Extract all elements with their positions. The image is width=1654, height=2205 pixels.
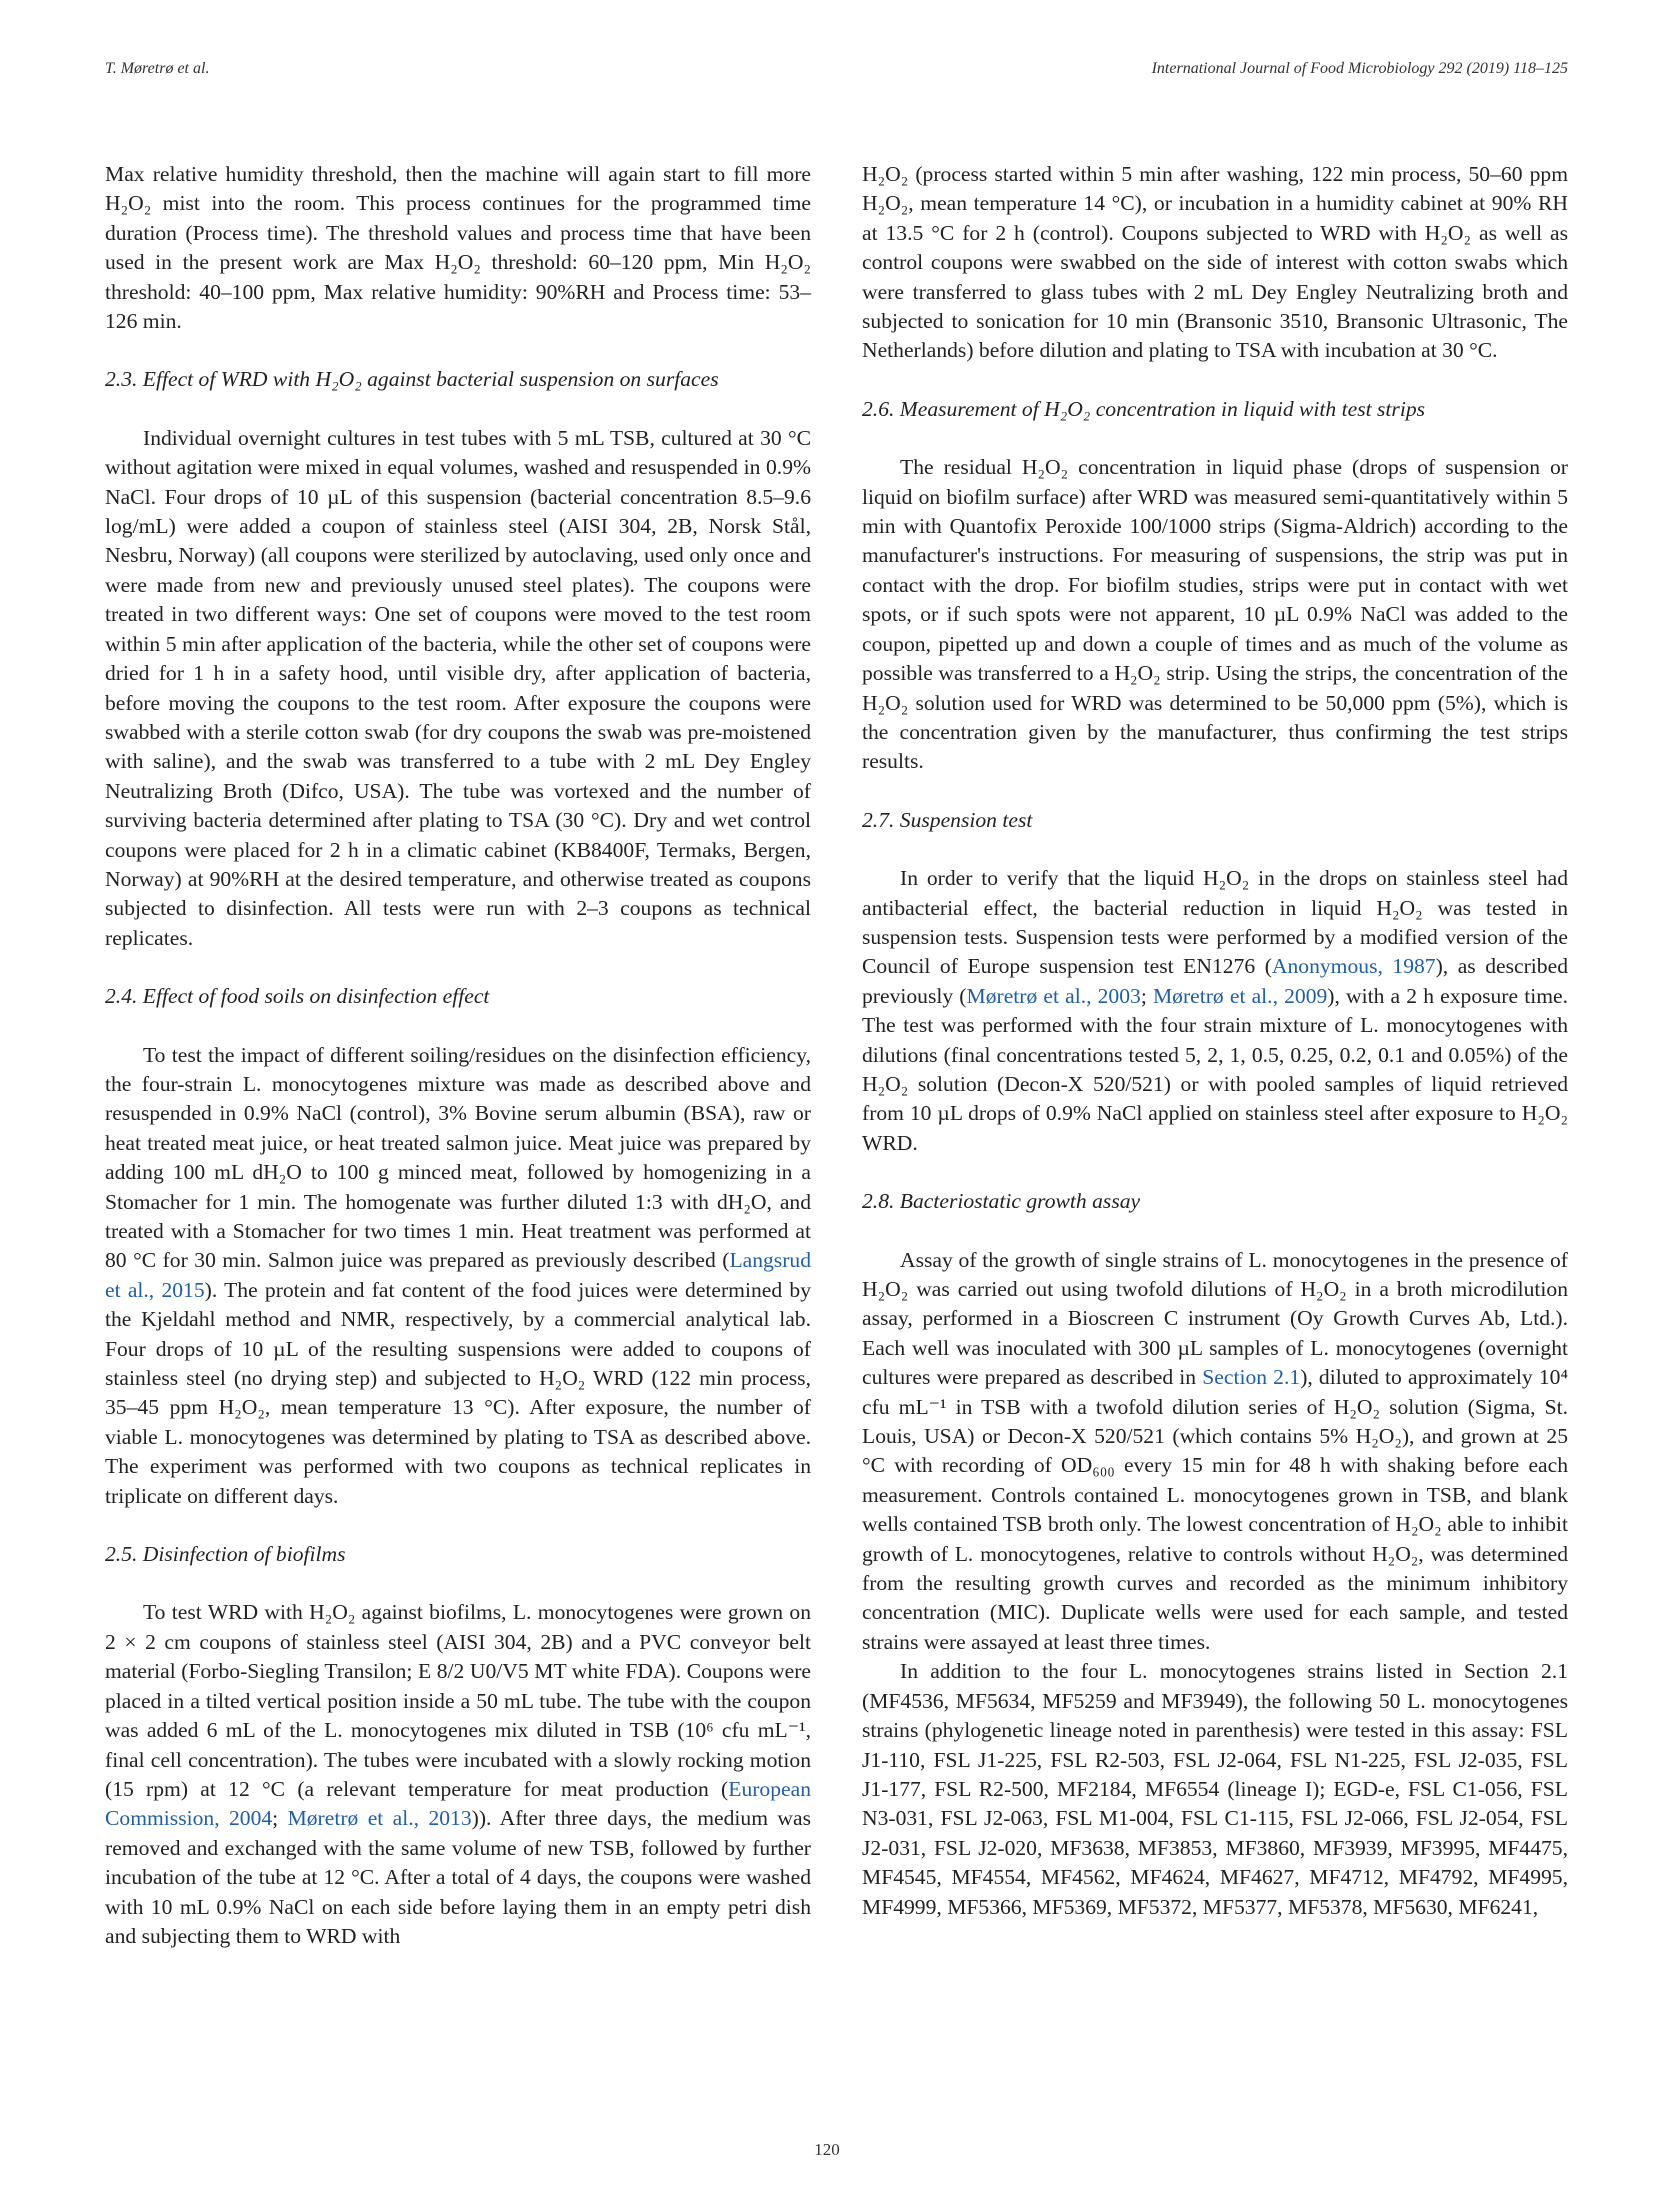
paragraph-2-4-text-a: To test the impact of different soiling/residues on the disinfection efficiency, the four-strain L. monocytogenes mixture was made as described above and resuspended in 0.9% NaCl (control), 3% Bovine serum albumin (BSA), raw or heat treated meat juice, or heat treated salmon juice. Meat juice was prepared by adding 100 mL dH₂O to 100 g minced meat, followed by homogenizing in a Stomacher for 1 min. The homogenate was further diluted 1:3 with dH₂O, and treated with a Stomacher for two times 1 min. Heat treatment was performed at 80 °C for 30 min. Salmon juice was prepared as previously described ( [105,1042,811,1273]
section-heading-2-8: 2.8. Bacteriostatic growth assay [862,1189,1141,1214]
reference-link-moretro-2013[interactable]: Møretrø et al., 2013 [287,1806,472,1831]
paragraph-intro: Max relative humidity threshold, then the machine will again start to fill more H₂O₂ mist into the room. This process continues for the programmed time duration (Process time). The threshold values and process time that have been used in the present work are Max H₂O₂ threshold: 60–120 ppm, Min H₂O₂ threshold: 40–100 ppm, Max relative humidity: 90%RH and Process time: 53–126 min. [105,162,811,334]
paragraph-2-6: The residual H₂O₂ concentration in liquid phase (drops of suspension or liquid on biofilm surface) after WRD was measured semi-quantitatively within 5 min with Quantofix Peroxide 100/1000 strips (Sigma-Aldrich) according to the manufacturer's instructions. For measuring of suspensions, the strip was put in contact with the drop. For biofilm studies, strips were put in contact with wet spots, or if such spots were not apparent, 10 µL 0.9% NaCl was added to the coupon, pipetted up and down a couple of times and as much of the volume as possible was transferred to a H₂O₂ strip. Using the strips, the concentration of the H₂O₂ solution used for WRD was determined to be 50,000 ppm (5%), which is the concentration given by the manufacturer, thus confirming the test strips results. [862,455,1568,774]
reference-link-langsrud-2015[interactable]: Langsrud et al., 2015 [105,1248,811,1302]
left-column [105,160,811,1951]
paragraph-2-4-text-b: ). The protein and fat content of the food juices were determined by the Kjeldahl method and NMR, respectively, by a commercial analytical lab. Four drops of 10 µL of the resulting suspensions were added to coupons of stainless steel (no drying step) and subjected to H₂O₂ WRD (122 min process, 35–45 ppm H₂O₂, mean temperature 13 °C). After exposure, the number of viable L. monocytogenes was determined by plating to TSA as described above. The experiment was performed with two coupons as technical replicates in triplicate on different days. [105,1277,811,1508]
reference-link-section-2-1[interactable]: Section 2.1 [1202,1365,1301,1390]
paragraph-2-7-text-b: ), as described previously ( [862,954,1568,1008]
section-heading-2-7: 2.7. Suspension test [862,807,1033,832]
paragraph-2-8-a [862,1246,1568,1658]
paragraph-2-4 [105,1041,811,1512]
running-header-authors: T. Møretrø et al. [105,60,210,77]
paragraph-2-5 [105,1598,811,1951]
paragraph-2-8-text-b: ), diluted to approximately 10⁴ cfu mL⁻¹ in TSB with a twofold dilution series of H₂O₂ solution (Sigma, St. Louis, USA) or Decon-X 520/521 (which contains 5% H₂O₂), and grown at 25 °C with recording of OD₆₀₀ every 15 min for 48 h with shaking before each measurement. Controls contained L. monocytogenes grown in TSB, and blank wells contained TSB broth only. The lowest concentration of H₂O₂ able to inhibit growth of L. monocytogenes, relative to controls without H₂O₂, was determined from the resulting growth curves and recorded as the minimum inhibitory concentration (MIC). Duplicate wells were used for each sample, and tested strains were assayed at least three times. [862,1365,1568,1654]
reference-link-anonymous-1987[interactable]: Anonymous, 1987 [1271,954,1436,979]
section-heading-2-5: 2.5. Disinfection of biofilms [105,1542,346,1567]
section-heading-2-6: 2.6. Measurement of H₂O₂ concentration in liquid with test strips [862,396,1426,421]
reference-link-european-commission-2004[interactable]: European Commission, 2004 [105,1776,811,1831]
paragraph-2-7-text-a: In order to verify that the liquid H₂O₂ in the drops on stainless steel had antibacterial effect, the bacterial reduction in liquid H₂O₂ was tested in suspension tests. Suspension tests were performed by a modified version of the Council of Europe suspension test EN1276 ( [862,866,1568,979]
citation-separator: ; [1140,983,1153,1008]
running-header-journal: International Journal of Food Microbiology 292 (2019) 118–125 [1151,60,1568,77]
section-heading-2-4: 2.4. Effect of food soils on disinfection effect [105,984,490,1009]
paragraph-2-5-continued: H₂O₂ (process started within 5 min after washing, 122 min process, 50–60 ppm H₂O₂, mean temperature 14 °C), or incubation in a humidity cabinet at 90% RH at 13.5 °C for 2 h (control). Coupons subjected to WRD with H₂O₂ as well as control coupons were swabbed on the side of interest with cotton swabs which were transferred to glass tubes with 2 mL Dey Engley Neutralizing broth and subjected to sonication for 10 min (Bransonic 3510, Bransonic Ultrasonic, The Netherlands) before dilution and plating to TSA with incubation at 30 °C. [862,162,1568,363]
paragraph-2-5-text-a: To test WRD with H₂O₂ against biofilms, L. monocytogenes were grown on 2 × 2 cm coupons of stainless steel (AISI 304, 2B) and a PVC conveyor belt material (Forbo-Siegling Transilon; E 8/2 U0/V5 MT white FDA). Coupons were placed in a tilted vertical position inside a 50 mL tube. The tube with the coupon was added 6 mL of the L. monocytogenes mix diluted in TSB (10⁶ cfu mL⁻¹, final cell concentration). The tubes were incubated with a slowly rocking motion (15 rpm) at 12 °C (a relevant temperature for meat production ( [105,1600,811,1801]
paragraph-2-7-text-c: ), with a 2 h exposure time. The test was performed with the four strain mixture of L. monocytogenes with dilutions (final concentrations tested 5, 2, 1, 0.5, 0.25, 0.2, 0.1 and 0.05%) of the H₂O₂ solution (Decon-X 520/521) or with pooled samples of liquid retrieved from 10 µL drops of 0.9% NaCl applied on stainless steel after exposure to H₂O₂ WRD. [862,983,1568,1155]
section-heading-2-3: 2.3. Effect of WRD with H₂O₂ against bacterial suspension on surfaces [105,367,719,392]
reference-link-moretro-2009[interactable]: Møretrø et al., 2009 [1152,983,1328,1008]
paragraph-2-8-text-a: Assay of the growth of single strains of L. monocytogenes in the presence of H₂O₂ was carried out using twofold dilutions of H₂O₂ in a broth microdilution assay, performed in a Bioscreen C instrument (Oy Growth Curves Ab, Ltd.). Each well was inoculated with 300 µL samples of L. monocytogenes (overnight cultures were prepared as described in [862,1247,1568,1390]
paragraph-2-3: Individual overnight cultures in test tubes with 5 mL TSB, cultured at 30 °C without agitation were mixed in equal volumes, washed and resuspended in 0.9% NaCl. Four drops of 10 µL of this suspension (bacterial concentration 8.5–9.6 log/mL) were added a coupon of stainless steel (AISI 304, 2B, Norsk Stål, Nesbru, Norway) (all coupons were sterilized by autoclaving, used only once and were made from new and previously unused steel plates). The coupons were treated in two different ways: One set of coupons were moved to the test room within 5 min after application of the bacteria, while the other set of coupons were dried for 1 h in a safety hood, until visible dry, after application of bacteria, before moving the coupons to the test room. After exposure the coupons were swabbed with a sterile cotton swab (for dry coupons the swab was pre-moistened with saline), and the swab was transferred to a tube with 2 mL Dey Engley Neutralizing Broth (Difco, USA). The tube was vortexed and the number of surviving bacteria determined after plating to TSA (30 °C). Dry and wet control coupons were placed for 2 h in a climatic cabinet (KB8400F, Termaks, Bergen, Norway) at 90%RH at the desired temperature, and otherwise treated as coupons subjected to disinfection. All tests were run with 2–3 coupons as technical replicates. [105,425,811,950]
right-column [862,160,1568,1922]
reference-link-moretro-2003[interactable]: Møretrø et al., 2003 [966,983,1141,1008]
paragraph-2-5-text-b: )). After three days, the medium was removed and exchanged with the same volume of new TSB, followed by further incubation of the tube at 12 °C. After a total of 4 days, the coupons were washed with 10 mL 0.9% NaCl on each side before laying them in an empty petri dish and subjecting them to WRD with [105,1806,811,1948]
citation-separator: ; [272,1806,288,1831]
paragraph-2-8-b: In addition to the four L. monocytogenes strains listed in Section 2.1 (MF4536, MF5634, MF5259 and MF3949), the following 50 L. monocytogenes strains (phylogenetic lineage noted in parenthesis) were tested in this assay: FSL J1-110, FSL J1-225, FSL R2-503, FSL J2-064, FSL N1-225, FSL J2-035, FSL J1-177, FSL R2-500, MF2184, MF6554 (lineage I); EGD-e, FSL C1-056, FSL N3-031, FSL J2-063, FSL M1-004, FSL C1-115, FSL J2-066, FSL J2-054, FSL J2-031, FSL J2-020, MF3638, MF3853, MF3860, MF3939, MF3995, MF4475, MF4545, MF4554, MF4562, MF4624, MF4627, MF4712, MF4792, MF4995, MF4999, MF5366, MF5369, MF5372, MF5377, MF5378, MF5630, MF6241, [862,1659,1568,1919]
paragraph-2-7 [862,864,1568,1158]
page-number: 120 [814,2140,840,2159]
